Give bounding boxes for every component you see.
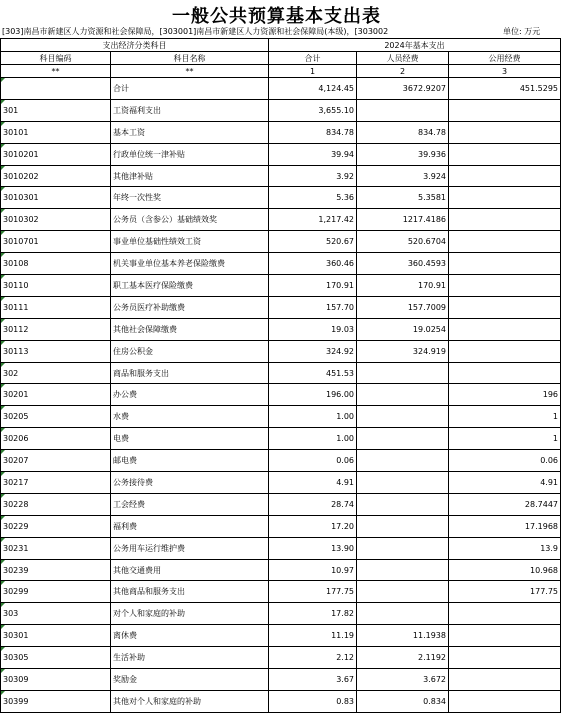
personnel-cell: [357, 472, 449, 494]
name-cell: 公务员（含参公）基础绩效奖: [111, 209, 269, 231]
code-cell: 30399: [1, 690, 111, 712]
table-row: [1, 318, 561, 340]
header-group-left: 支出经济分类科目: [1, 39, 269, 52]
code-cell: 30206: [1, 428, 111, 450]
name-cell: 邮电费: [111, 450, 269, 472]
code-cell: 30305: [1, 647, 111, 669]
table-row: [1, 559, 561, 581]
budget-table: [0, 38, 561, 713]
personnel-cell: 170.91: [357, 275, 449, 297]
name-cell: 机关事业单位基本养老保险缴费: [111, 253, 269, 275]
public-cell: [449, 625, 561, 647]
code-cell: 30229: [1, 515, 111, 537]
total-cell: 3.92: [269, 165, 357, 187]
personnel-cell: 0.834: [357, 690, 449, 712]
total-cell: 10.97: [269, 559, 357, 581]
name-cell: 离休费: [111, 625, 269, 647]
header-group-row: [1, 39, 561, 52]
public-cell: 1: [449, 428, 561, 450]
code-cell: 30309: [1, 669, 111, 691]
code-cell: 30207: [1, 450, 111, 472]
header-code: 科目编码: [1, 52, 111, 65]
personnel-cell: [357, 603, 449, 625]
table-row: [1, 231, 561, 253]
table-row: [1, 362, 561, 384]
total-cell: 360.46: [269, 253, 357, 275]
code-cell: 30205: [1, 406, 111, 428]
total-cell: 834.78: [269, 121, 357, 143]
unit-label: 单位: 万元: [503, 27, 541, 36]
total-cell: 196.00: [269, 384, 357, 406]
personnel-cell: [357, 362, 449, 384]
public-cell: [449, 362, 561, 384]
code-cell: 30111: [1, 296, 111, 318]
public-cell: 451.5295: [449, 78, 561, 100]
table-row: [1, 187, 561, 209]
total-cell: 13.90: [269, 537, 357, 559]
table-row: [1, 625, 561, 647]
table-row: [1, 515, 561, 537]
code-cell: 3010301: [1, 187, 111, 209]
table-row: [1, 253, 561, 275]
table-row: [1, 603, 561, 625]
name-cell: 公务接待费: [111, 472, 269, 494]
personnel-cell: [357, 493, 449, 515]
total-cell: 520.67: [269, 231, 357, 253]
public-cell: [449, 253, 561, 275]
total-cell: 19.03: [269, 318, 357, 340]
public-cell: 13.9: [449, 537, 561, 559]
public-cell: 177.75: [449, 581, 561, 603]
personnel-cell: 834.78: [357, 121, 449, 143]
personnel-cell: 39.936: [357, 143, 449, 165]
total-cell: 4.91: [269, 472, 357, 494]
header-total: 合计: [269, 52, 357, 65]
personnel-cell: [357, 537, 449, 559]
table-row: [1, 428, 561, 450]
code-cell: 301: [1, 99, 111, 121]
personnel-cell: [357, 559, 449, 581]
header-public: 公用经费: [449, 52, 561, 65]
name-cell: 商品和服务支出: [111, 362, 269, 384]
unit-info: [303]南昌市新建区人力资源和社会保障局，[303001]南昌市新建区人力资源和社会保障局(本级)，[303002: [2, 27, 389, 36]
name-cell: 其他对个人和家庭的补助: [111, 690, 269, 712]
header-name: 科目名称: [111, 52, 269, 65]
mark-name: **: [111, 65, 269, 78]
public-cell: [449, 296, 561, 318]
code-cell: 30299: [1, 581, 111, 603]
name-cell: 其他社会保障缴费: [111, 318, 269, 340]
total-cell: 170.91: [269, 275, 357, 297]
public-cell: [449, 603, 561, 625]
public-cell: [449, 209, 561, 231]
name-cell: 公务员医疗补助缴费: [111, 296, 269, 318]
total-cell: 3,655.10: [269, 99, 357, 121]
total-cell: 2.12: [269, 647, 357, 669]
code-cell: [1, 78, 111, 100]
public-cell: [449, 143, 561, 165]
table-row: [1, 406, 561, 428]
total-cell: 177.75: [269, 581, 357, 603]
name-cell: 其他商品和服务支出: [111, 581, 269, 603]
public-cell: 28.7447: [449, 493, 561, 515]
total-cell: 0.83: [269, 690, 357, 712]
name-cell: 生活补助: [111, 647, 269, 669]
table-row: [1, 121, 561, 143]
personnel-cell: 3672.9207: [357, 78, 449, 100]
name-cell: 工资福利支出: [111, 99, 269, 121]
total-cell: 5.36: [269, 187, 357, 209]
table-row: [1, 690, 561, 712]
name-cell: 办公费: [111, 384, 269, 406]
table-row: [1, 384, 561, 406]
table-row: [1, 340, 561, 362]
table-row: [1, 537, 561, 559]
code-cell: 3010202: [1, 165, 111, 187]
mark-code: **: [1, 65, 111, 78]
header-index-row: [1, 65, 561, 78]
name-cell: 奖励金: [111, 669, 269, 691]
code-cell: 3010701: [1, 231, 111, 253]
code-cell: 302: [1, 362, 111, 384]
personnel-cell: 360.4593: [357, 253, 449, 275]
personnel-cell: 2.1192: [357, 647, 449, 669]
public-cell: [449, 275, 561, 297]
code-cell: 3010201: [1, 143, 111, 165]
public-cell: 0.06: [449, 450, 561, 472]
personnel-cell: [357, 581, 449, 603]
table-row: [1, 275, 561, 297]
index-total: 1: [269, 65, 357, 78]
public-cell: [449, 121, 561, 143]
total-cell: 0.06: [269, 450, 357, 472]
code-cell: 30217: [1, 472, 111, 494]
personnel-cell: 11.1938: [357, 625, 449, 647]
name-cell: 基本工资: [111, 121, 269, 143]
name-cell: 其他津补贴: [111, 165, 269, 187]
table-row: [1, 669, 561, 691]
total-cell: 1,217.42: [269, 209, 357, 231]
table-row: [1, 165, 561, 187]
name-cell: 公务用车运行维护费: [111, 537, 269, 559]
total-cell: 1.00: [269, 428, 357, 450]
table-row: [1, 99, 561, 121]
total-cell: 157.70: [269, 296, 357, 318]
name-cell: 福利费: [111, 515, 269, 537]
total-cell: 1.00: [269, 406, 357, 428]
total-cell: 28.74: [269, 493, 357, 515]
public-cell: 196: [449, 384, 561, 406]
page-title: 一般公共预算基本支出表: [172, 6, 381, 27]
public-cell: [449, 99, 561, 121]
code-cell: 30301: [1, 625, 111, 647]
total-cell: 451.53: [269, 362, 357, 384]
name-cell: 水费: [111, 406, 269, 428]
table-row: [1, 209, 561, 231]
code-cell: 30101: [1, 121, 111, 143]
name-cell: 住房公积金: [111, 340, 269, 362]
name-cell: 其他交通费用: [111, 559, 269, 581]
total-cell: 11.19: [269, 625, 357, 647]
name-cell: 对个人和家庭的补助: [111, 603, 269, 625]
personnel-cell: [357, 450, 449, 472]
code-cell: 30231: [1, 537, 111, 559]
table-row: [1, 472, 561, 494]
personnel-cell: 157.7009: [357, 296, 449, 318]
code-cell: 30228: [1, 493, 111, 515]
public-cell: 4.91: [449, 472, 561, 494]
table-row: [1, 143, 561, 165]
total-cell: 39.94: [269, 143, 357, 165]
personnel-cell: 1217.4186: [357, 209, 449, 231]
personnel-cell: [357, 515, 449, 537]
code-cell: 30201: [1, 384, 111, 406]
total-cell: 324.92: [269, 340, 357, 362]
code-cell: 30239: [1, 559, 111, 581]
header-column-row: [1, 52, 561, 65]
public-cell: 10.968: [449, 559, 561, 581]
code-cell: 30113: [1, 340, 111, 362]
name-cell: 职工基本医疗保险缴费: [111, 275, 269, 297]
personnel-cell: [357, 406, 449, 428]
personnel-cell: [357, 384, 449, 406]
header-group-right: 2024年基本支出: [269, 39, 561, 52]
public-cell: [449, 165, 561, 187]
name-cell: 行政单位统一津补贴: [111, 143, 269, 165]
table-row: [1, 78, 561, 100]
name-cell: 工会经费: [111, 493, 269, 515]
public-cell: [449, 669, 561, 691]
name-cell: 合计: [111, 78, 269, 100]
public-cell: [449, 690, 561, 712]
personnel-cell: 3.924: [357, 165, 449, 187]
code-cell: 30110: [1, 275, 111, 297]
table-row: [1, 296, 561, 318]
personnel-cell: [357, 428, 449, 450]
public-cell: [449, 318, 561, 340]
code-cell: 30108: [1, 253, 111, 275]
total-cell: 17.82: [269, 603, 357, 625]
table-row: [1, 581, 561, 603]
personnel-cell: 324.919: [357, 340, 449, 362]
table-row: [1, 450, 561, 472]
total-cell: 3.67: [269, 669, 357, 691]
table-row: [1, 493, 561, 515]
personnel-cell: 3.672: [357, 669, 449, 691]
personnel-cell: 520.6704: [357, 231, 449, 253]
total-cell: 4,124.45: [269, 78, 357, 100]
total-cell: 17.20: [269, 515, 357, 537]
public-cell: [449, 231, 561, 253]
index-public: 3: [449, 65, 561, 78]
personnel-cell: 19.0254: [357, 318, 449, 340]
name-cell: 电费: [111, 428, 269, 450]
code-cell: 303: [1, 603, 111, 625]
name-cell: 事业单位基础性绩效工资: [111, 231, 269, 253]
public-cell: 1: [449, 406, 561, 428]
public-cell: 17.1968: [449, 515, 561, 537]
table-row: [1, 647, 561, 669]
public-cell: [449, 187, 561, 209]
name-cell: 年终一次性奖: [111, 187, 269, 209]
public-cell: [449, 340, 561, 362]
code-cell: 30112: [1, 318, 111, 340]
code-cell: 3010302: [1, 209, 111, 231]
header-personnel: 人员经费: [357, 52, 449, 65]
index-personnel: 2: [357, 65, 449, 78]
personnel-cell: [357, 99, 449, 121]
public-cell: [449, 647, 561, 669]
personnel-cell: 5.3581: [357, 187, 449, 209]
